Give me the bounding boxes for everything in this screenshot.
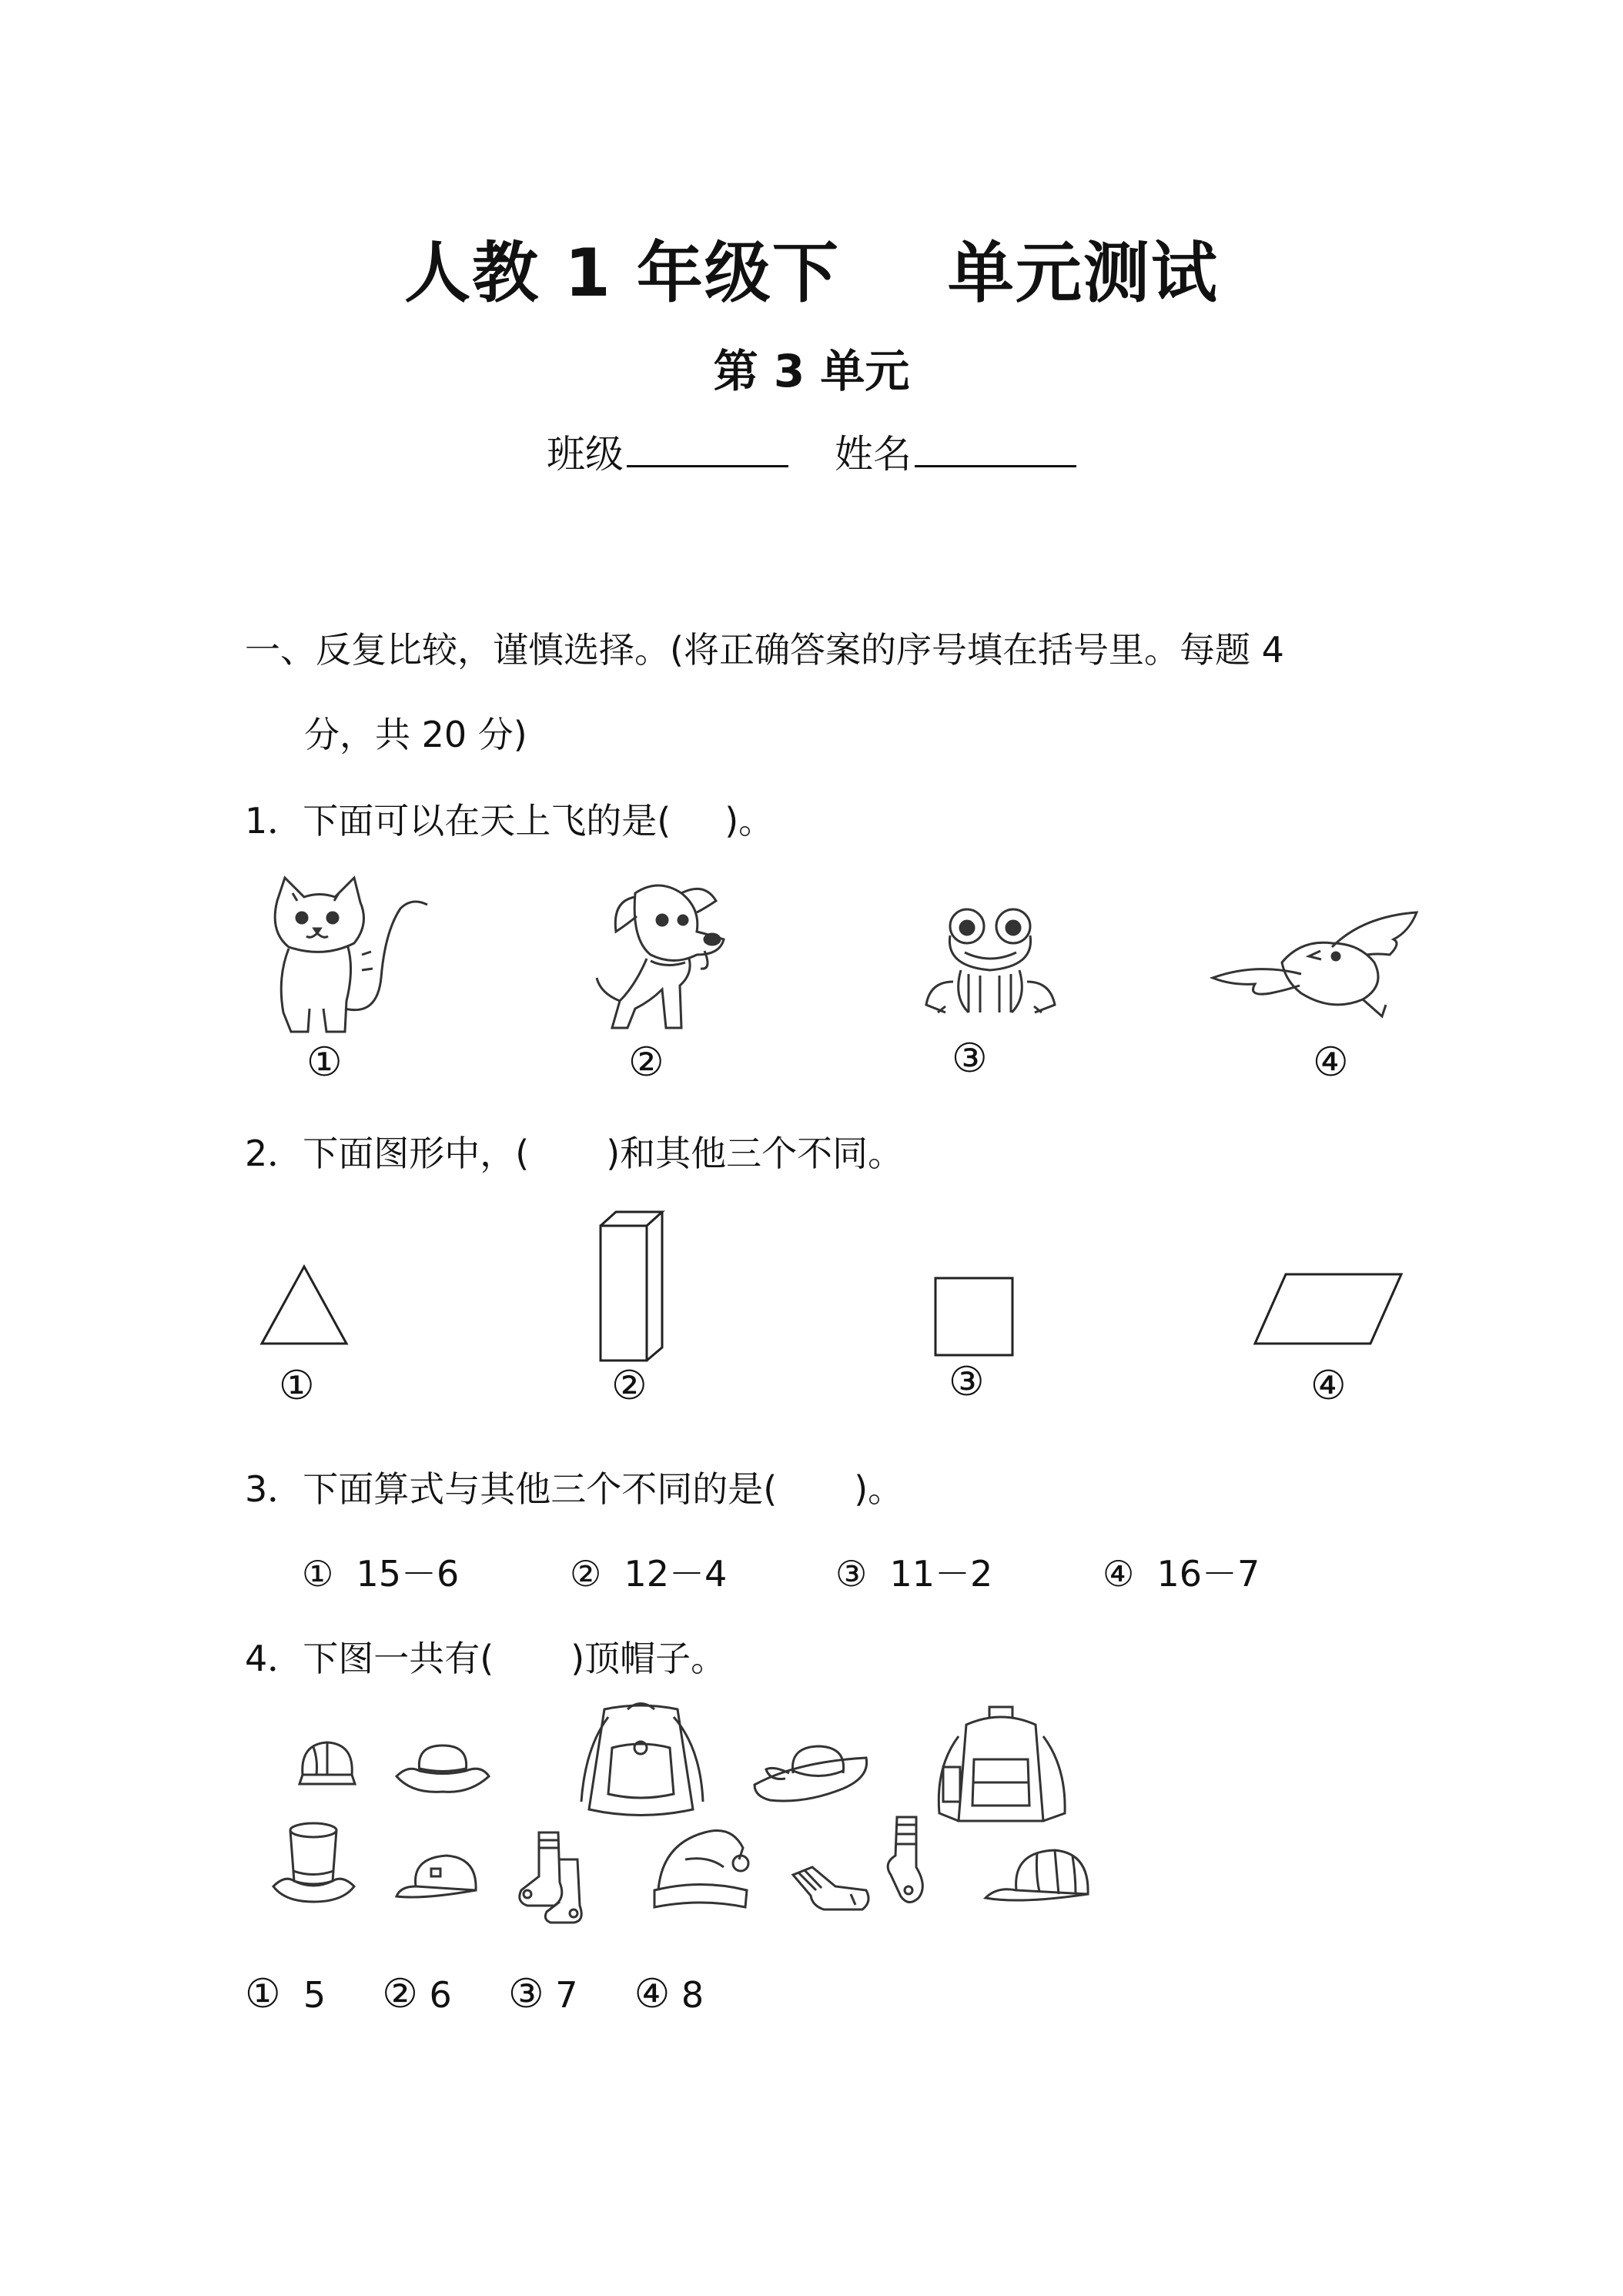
student-fields bbox=[0, 423, 1623, 479]
q1-option-4[interactable]: ④ bbox=[1313, 1039, 1349, 1086]
socks-icon bbox=[512, 1829, 597, 1925]
fedora-hat-icon bbox=[393, 1742, 493, 1796]
question-4 bbox=[245, 1631, 726, 1682]
cuboid-icon bbox=[597, 1209, 666, 1363]
q2-option-2[interactable]: ② bbox=[611, 1363, 648, 1409]
q3-option-2-expr: 12－4 bbox=[624, 1553, 728, 1595]
backpack-icon bbox=[928, 1705, 1074, 1829]
q3-option-1-expr: 15－6 bbox=[356, 1553, 460, 1595]
triangle-icon bbox=[258, 1263, 350, 1347]
frog-icon bbox=[922, 905, 1061, 1020]
q3-option-2[interactable] bbox=[570, 1546, 727, 1597]
q2-option-3[interactable]: ③ bbox=[949, 1359, 985, 1405]
q3-text-after: )。 bbox=[854, 1468, 904, 1510]
parallelogram-icon bbox=[1251, 1270, 1405, 1347]
q4-option-3-value: 7 bbox=[555, 1974, 578, 2016]
q4-options bbox=[245, 1971, 704, 2017]
q3-option-4-expr: 16－7 bbox=[1156, 1553, 1260, 1595]
q3-option-2-mark: ② bbox=[570, 1553, 602, 1595]
q4-option-3[interactable] bbox=[507, 1971, 578, 2017]
q4-option-1-value: 5 bbox=[303, 1974, 326, 2016]
dog-icon bbox=[589, 878, 743, 1039]
q3-option-3[interactable] bbox=[835, 1546, 992, 1597]
q1-text-after: )。 bbox=[724, 800, 775, 842]
q2-text-before: 2．下面图形中，( bbox=[245, 1133, 530, 1174]
q4-option-4-value: 8 bbox=[681, 1974, 704, 2016]
q2-option-4[interactable]: ④ bbox=[1310, 1363, 1347, 1409]
question-1 bbox=[245, 793, 774, 844]
class-label: 班级 bbox=[547, 432, 624, 477]
q3-option-3-mark: ③ bbox=[835, 1553, 868, 1595]
baseball-cap-icon bbox=[296, 1736, 358, 1790]
section-heading-line1: 一、反复比较，谨慎选择。(将正确答案的序号填在括号里。每题 4 bbox=[245, 629, 1284, 671]
section-heading-line2: 分，共 20 分) bbox=[304, 714, 527, 755]
q4-text-after: )顶帽子。 bbox=[571, 1638, 727, 1679]
baseball-cap-icon bbox=[982, 1844, 1093, 1917]
q3-option-4[interactable] bbox=[1103, 1546, 1260, 1597]
backpack-icon bbox=[574, 1702, 708, 1821]
sock-icon bbox=[789, 1863, 874, 1917]
q1-option-2[interactable]: ② bbox=[628, 1039, 664, 1086]
question-3 bbox=[245, 1461, 903, 1512]
title-right: 单元测试 bbox=[947, 235, 1219, 312]
bird-icon bbox=[1209, 909, 1424, 1024]
name-label: 姓名 bbox=[835, 432, 912, 477]
square-icon bbox=[932, 1274, 1016, 1359]
q3-option-3-expr: 11－2 bbox=[889, 1553, 993, 1595]
cat-icon bbox=[246, 878, 431, 1039]
q1-text-before: 1．下面可以在天上飞的是( bbox=[245, 800, 671, 842]
q4-option-1-mark: ① bbox=[245, 1971, 281, 2017]
top-hat-icon bbox=[269, 1821, 358, 1906]
question-2 bbox=[245, 1126, 903, 1176]
q4-option-1[interactable] bbox=[245, 1971, 326, 2017]
page-title bbox=[0, 219, 1623, 315]
q3-text-before: 3．下面算式与其他三个不同的是( bbox=[245, 1468, 778, 1510]
baseball-cap-icon bbox=[393, 1852, 481, 1906]
q4-text-before: 4．下图一共有( bbox=[245, 1638, 494, 1679]
name-blank[interactable] bbox=[915, 425, 1076, 467]
q2-option-1[interactable]: ① bbox=[279, 1363, 315, 1409]
q4-option-2-value: 6 bbox=[429, 1974, 452, 2016]
q3-option-4-mark: ④ bbox=[1103, 1553, 1135, 1595]
q1-option-3[interactable]: ③ bbox=[952, 1036, 988, 1082]
q4-option-2-mark: ② bbox=[382, 1971, 418, 2017]
q4-option-4[interactable] bbox=[634, 1971, 704, 2017]
q1-option-1[interactable]: ① bbox=[306, 1039, 343, 1086]
q3-option-1[interactable] bbox=[302, 1546, 459, 1597]
unit-subtitle: 第 3 单元 bbox=[713, 345, 910, 397]
q4-option-2[interactable] bbox=[382, 1971, 452, 2017]
q3-option-1-mark: ① bbox=[302, 1553, 334, 1595]
q4-option-3-mark: ③ bbox=[507, 1971, 544, 2017]
santa-hat-icon bbox=[647, 1821, 755, 1913]
sock-icon bbox=[874, 1813, 935, 1909]
class-blank[interactable] bbox=[627, 425, 788, 467]
sun-hat-icon bbox=[751, 1739, 874, 1808]
q2-text-after: )和其他三个不同。 bbox=[606, 1133, 904, 1174]
title-left: 人教 1 年级下 bbox=[404, 235, 840, 312]
q4-option-4-mark: ④ bbox=[634, 1971, 671, 2017]
